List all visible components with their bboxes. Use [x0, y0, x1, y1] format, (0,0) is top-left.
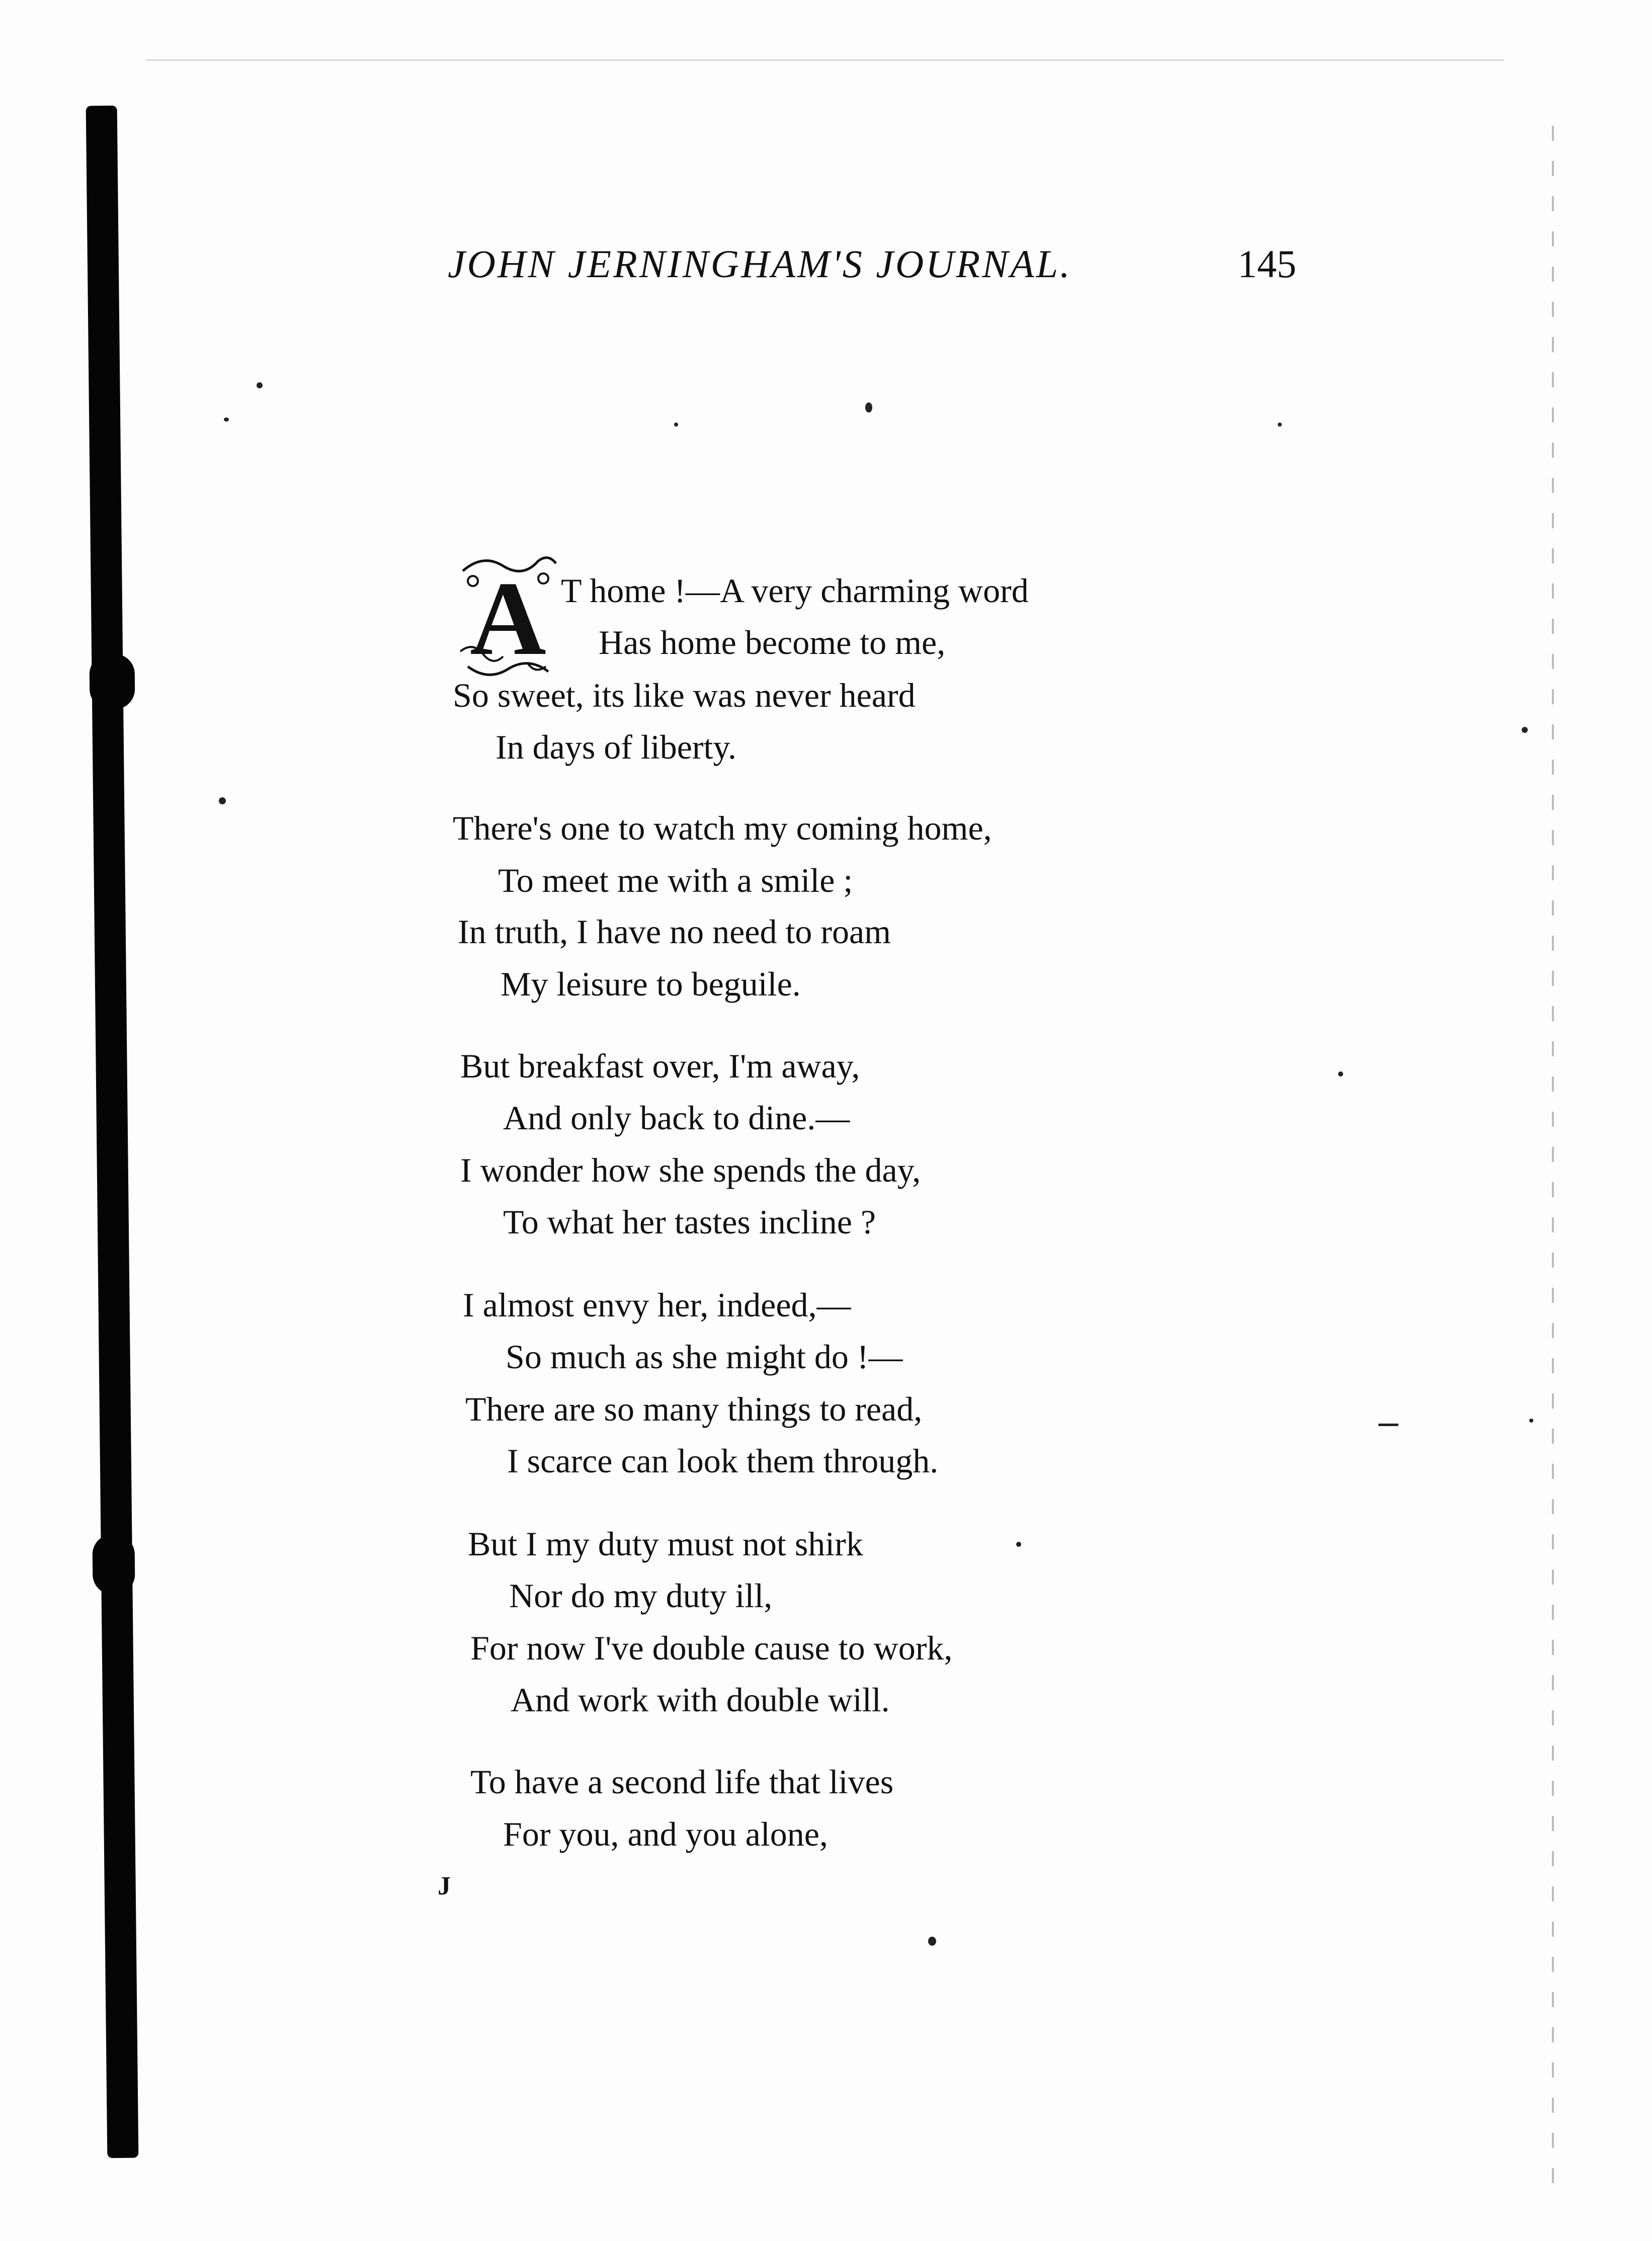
signature-mark: J — [438, 1872, 451, 1900]
print-speck — [224, 418, 229, 422]
poem-line: But breakfast over, I'm away, — [460, 1047, 860, 1085]
print-speck — [1278, 423, 1282, 427]
poem-line: There are so many things to read, — [465, 1390, 923, 1428]
page-number: 145 — [1237, 242, 1296, 286]
poem-line: To what her tastes incline ? — [503, 1203, 876, 1241]
poem-line: I wonder how she spends the day, — [460, 1151, 921, 1189]
poem-line: Has home become to me, — [599, 623, 946, 661]
print-speck — [1522, 727, 1528, 733]
print-speck — [1016, 1542, 1021, 1547]
print-speck — [1378, 1424, 1398, 1426]
print-speck — [219, 797, 226, 804]
poem-line: I scarce can look them through. — [507, 1442, 939, 1480]
poem-line: T home !—A very charming word — [561, 571, 1029, 610]
poem-line: In truth, I have no need to roam — [458, 912, 891, 951]
poem-line: In days of liberty. — [495, 728, 737, 766]
running-title: JOHN JERNINGHAM'S JOURNAL. — [448, 242, 1072, 286]
poem-line: I almost envy her, indeed,— — [463, 1286, 851, 1324]
poem-line: To have a second life that lives — [470, 1763, 894, 1801]
poem-line: For you, and you alone, — [503, 1815, 828, 1853]
print-speck — [257, 382, 263, 388]
poem-line: And only back to dine.— — [503, 1099, 850, 1137]
poem-line: So much as she might do !— — [506, 1338, 903, 1376]
poem-line: So sweet, its like was never heard — [453, 676, 916, 714]
dropcap-letter: A — [470, 560, 546, 677]
poem-line: And work with double will. — [511, 1681, 890, 1719]
print-speck — [865, 402, 872, 412]
poem-line: Nor do my duty ill, — [509, 1576, 773, 1615]
poem-line: For now I've double cause to work, — [470, 1629, 953, 1667]
poem-line: To meet me with a smile ; — [498, 861, 853, 899]
print-speck — [674, 423, 678, 427]
print-speck — [928, 1937, 936, 1946]
print-speck — [1529, 1419, 1533, 1423]
poem-line: But I my duty must not shirk — [468, 1525, 863, 1563]
poem-line: My leisure to beguile. — [501, 965, 801, 1003]
poem-line: There's one to watch my coming home, — [453, 809, 992, 847]
print-speck — [1338, 1071, 1343, 1076]
